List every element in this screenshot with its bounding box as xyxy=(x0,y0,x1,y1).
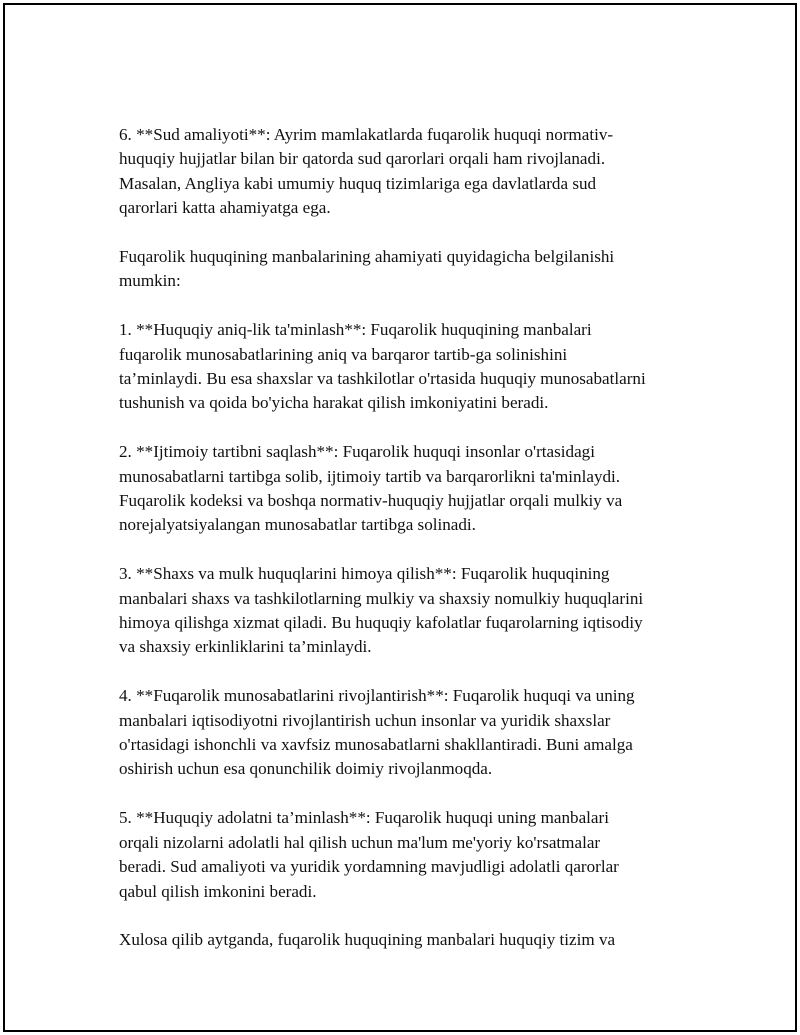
text-line: va shaxsiy erkinliklarini ta’minlaydi. xyxy=(119,637,372,657)
text-line: 6. **Sud amaliyoti**: Ayrim mamlakatlarda fuqarolik huquqi normativ- xyxy=(119,125,614,144)
text-line: himoya qilishga xizmat qiladi. Bu huquqiy kafolatlar fuqarolarning iqtisodiy xyxy=(119,613,643,633)
paragraph-sud-amaliyoti xyxy=(119,123,699,221)
text-line: beradi. Sud amaliyoti va yuridik yordamning mavjudligi adolatli qarorlar xyxy=(119,857,619,877)
text-line: o'rtasidagi ishonchli va xavfsiz munosabatlarni shakllantiradi. Buni amalga xyxy=(119,735,633,755)
text-line: oshirish uchun esa qonunchilik doimiy rivojlanmoqda. xyxy=(119,759,493,779)
text-line: 4. **Fuqarolik munosabatlarini rivojlantirish**: Fuqarolik huquqi va uning xyxy=(119,686,635,706)
text-line: fuqarolik munosabatlarining aniq va barqaror tartib-ga solinishini xyxy=(119,344,568,364)
text-line: 2. **Ijtimoiy tartibni saqlash**: Fuqarolik huquqi insonlar o'rtasidagi xyxy=(119,442,595,462)
text-line: mumkin: xyxy=(119,271,181,291)
paragraph-item-3 xyxy=(119,562,699,660)
text-line: qabul qilish imkonini beradi. xyxy=(119,881,317,901)
paragraph-intro xyxy=(119,245,699,294)
text-line: manbalari iqtisodiyotni rivojlantirish uchun insonlar va yuridik shaxslar xyxy=(119,710,611,730)
text-line: Masalan, Angliya kabi umumiy huquq tizimlariga ega davlatlarda sud xyxy=(119,173,597,193)
text-line: norejalyatsiyalangan munosabatlar tartibga solinadi. xyxy=(119,515,476,535)
text-line: 1. **Huquqiy aniq-lik ta'minlash**: Fuqarolik huquqining manbalari xyxy=(119,320,592,340)
text-line: munosabatlarni tartibga solib, ijtimoiy tartib va barqarorlikni ta'minlaydi. xyxy=(119,466,621,486)
paragraph-item-5 xyxy=(119,806,699,904)
paragraph-item-2 xyxy=(119,440,699,538)
text-line: orqali nizolarni adolatli hal qilish uchun ma'lum me'yoriy ko'rsatmalar xyxy=(119,832,601,852)
paragraph-item-4 xyxy=(119,684,699,782)
text-line: Fuqarolik huquqining manbalarining ahamiyati quyidagicha belgilanishi xyxy=(119,247,615,267)
text-line: Xulosa qilib aytganda, fuqarolik huquqining manbalari huquqiy tizim va xyxy=(119,930,616,950)
document-page xyxy=(3,3,797,1032)
text-line: ta’minlaydi. Bu esa shaxslar va tashkilotlar o'rtasida huquqiy munosabatlarni xyxy=(119,369,646,389)
text-line: 5. **Huquqiy adolatni ta’minlash**: Fuqarolik huquqi uning manbalari xyxy=(119,808,609,828)
text-line: 3. **Shaxs va mulk huquqlarini himoya qilish**: Fuqarolik huquqining xyxy=(119,564,610,584)
paragraph-item-1 xyxy=(119,318,699,416)
document-body xyxy=(119,123,699,977)
text-line: tushunish va qoida bo'yicha harakat qilish imkoniyatini beradi. xyxy=(119,393,549,413)
paragraph-conclusion xyxy=(119,928,699,952)
text-line: Fuqarolik kodeksi va boshqa normativ-huquqiy hujjatlar orqali mulkiy va xyxy=(119,491,623,511)
text-line: manbalari shaxs va tashkilotlarning mulkiy va shaxsiy nomulkiy huquqlarini xyxy=(119,588,644,608)
text-line: qarorlari katta ahamiyatga ega. xyxy=(119,198,331,218)
text-line: huquqiy hujjatlar bilan bir qatorda sud qarorlari orqali ham rivojlanadi. xyxy=(119,149,606,169)
